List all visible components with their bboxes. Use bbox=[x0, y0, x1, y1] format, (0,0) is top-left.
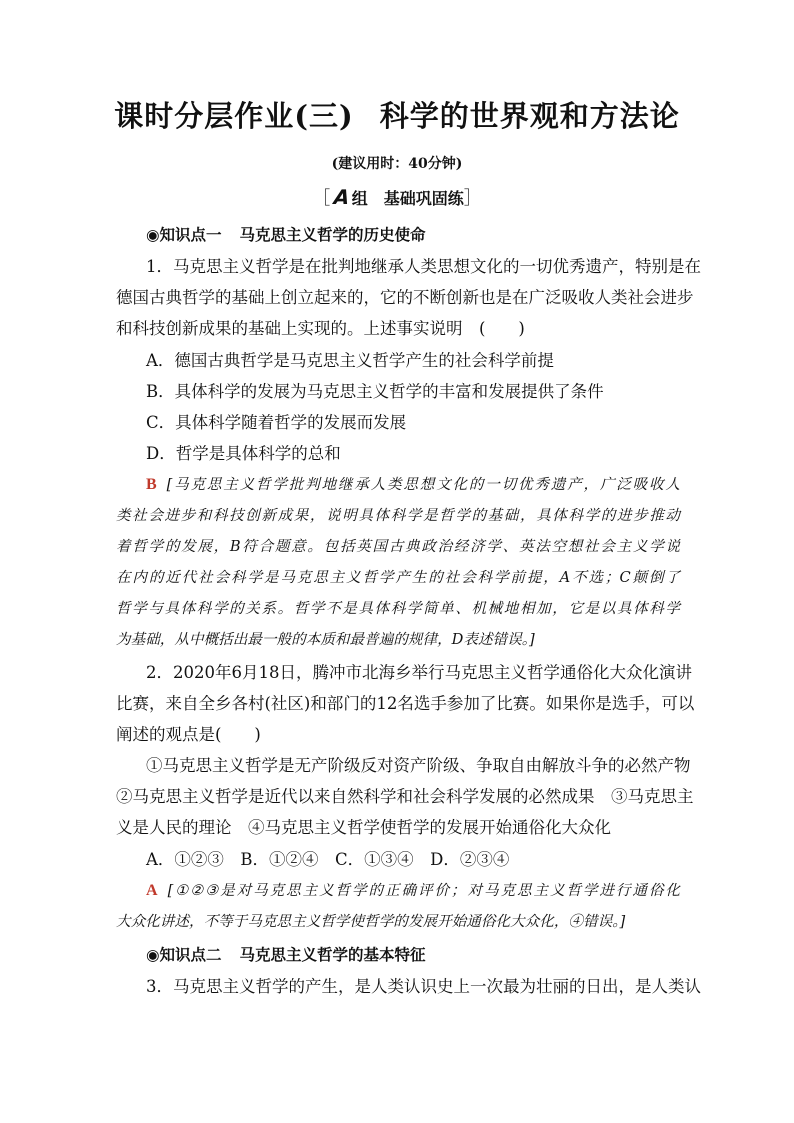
title-main: 课时分层作业(三) bbox=[114, 99, 354, 133]
q2-statement-line-2: ②马克思主义哲学是近代以来自然科学和社会科学发展的必然成果 ③马克思主 bbox=[116, 787, 694, 806]
group-open-bracket: ［ bbox=[312, 188, 331, 209]
q1-line-2: 德国古典哲学的基础上创立起来的，它的不断创新也是在广泛吸收人类社会进步 bbox=[116, 288, 694, 307]
kp2-marker: ◉知识点二 bbox=[146, 946, 222, 964]
kp1-marker: ◉知识点一 bbox=[146, 226, 222, 244]
q2-answer-line-2: 大众化讲述，不等于马克思主义哲学使哲学的发展开始通俗化大众化，④错误。] bbox=[116, 913, 626, 930]
knowledge-point-1 bbox=[146, 224, 426, 246]
q3-line-1: 3．马克思主义哲学的产生，是人类认识史上一次最为壮丽的日出，是人类认 bbox=[146, 977, 701, 996]
kp2-text: 马克思主义哲学的基本特征 bbox=[239, 946, 426, 964]
group-label-text: 组 基础巩固练 bbox=[351, 189, 464, 208]
q1-line-3: 和科技创新成果的基础上实现的。上述事实说明 ( ) bbox=[116, 319, 525, 338]
q2-answer-text-1: [①②③是对马克思主义哲学的正确评价；对马克思主义哲学进行通俗化 bbox=[167, 882, 680, 899]
kp1-text: 马克思主义哲学的历史使命 bbox=[239, 226, 426, 244]
q1-answer-text-1: [马克思主义哲学批判地继承人类思想文化的一切优秀遗产，广泛吸收人 bbox=[166, 476, 680, 493]
knowledge-point-2 bbox=[146, 944, 426, 966]
q1-option-a: A．德国古典哲学是马克思主义哲学产生的社会科学前提 bbox=[146, 351, 554, 370]
q1-answer-letter: B bbox=[146, 476, 157, 493]
q2-line-3: 阐述的观点是( ) bbox=[116, 725, 261, 744]
q2-answer-line-1 bbox=[146, 880, 680, 902]
q2-options: A．①②③ B．①②④ C．①③④ D．②③④ bbox=[146, 850, 510, 869]
q1-answer-line-6: 为基础，从中概括出最一般的本质和最普遍的规律，D表述错误。] bbox=[116, 631, 535, 648]
q1-option-c: C．具体科学随着哲学的发展而发展 bbox=[146, 413, 407, 432]
group-close-bracket: ］ bbox=[463, 188, 482, 209]
q2-statement-line-1: ①马克思主义哲学是无产阶级反对资产阶级、争取自由解放斗争的必然产物 bbox=[146, 756, 691, 775]
q2-line-2: 比赛，来自全乡各村(社区)和部门的12名选手参加了比赛。如果你是选手，可以 bbox=[116, 694, 695, 713]
title-topic: 科学的世界观和方法论 bbox=[379, 99, 680, 133]
suggested-time: (建议用时：40分钟) bbox=[331, 156, 463, 172]
group-heading bbox=[0, 184, 794, 210]
q1-line-1: 1．马克思主义哲学是在批判地继承人类思想文化的一切优秀遗产，特别是在 bbox=[146, 257, 701, 276]
q1-answer-line-5: 哲学与具体科学的关系。哲学不是具体科学简单、机械地相加，它是以具体科学 bbox=[116, 600, 680, 617]
q2-statement-line-3: 义是人民的理论 ④马克思主义哲学使哲学的发展开始通俗化大众化 bbox=[116, 818, 611, 837]
q1-answer-line-2: 类社会进步和科技创新成果，说明具体科学是哲学的基础，具体科学的进步推动 bbox=[116, 507, 680, 524]
page-title bbox=[0, 94, 794, 135]
q1-answer-line-4: 在内的近代社会科学是马克思主义哲学产生的社会科学前提，A不选；C颠倒了 bbox=[116, 569, 680, 586]
q2-answer-letter: A bbox=[146, 882, 158, 899]
q1-answer-line-1 bbox=[146, 474, 680, 496]
group-badge: A bbox=[332, 185, 351, 209]
q1-answer-line-3: 着哲学的发展，B符合题意。包括英国古典政治经济学、英法空想社会主义学说 bbox=[116, 538, 680, 555]
q1-option-d: D．哲学是具体科学的总和 bbox=[146, 444, 341, 463]
q2-line-1: 2．2020年6月18日，腾冲市北海乡举行马克思主义哲学通俗化大众化演讲 bbox=[146, 663, 692, 682]
q1-option-b: B．具体科学的发展为马克思主义哲学的丰富和发展提供了条件 bbox=[146, 382, 604, 401]
